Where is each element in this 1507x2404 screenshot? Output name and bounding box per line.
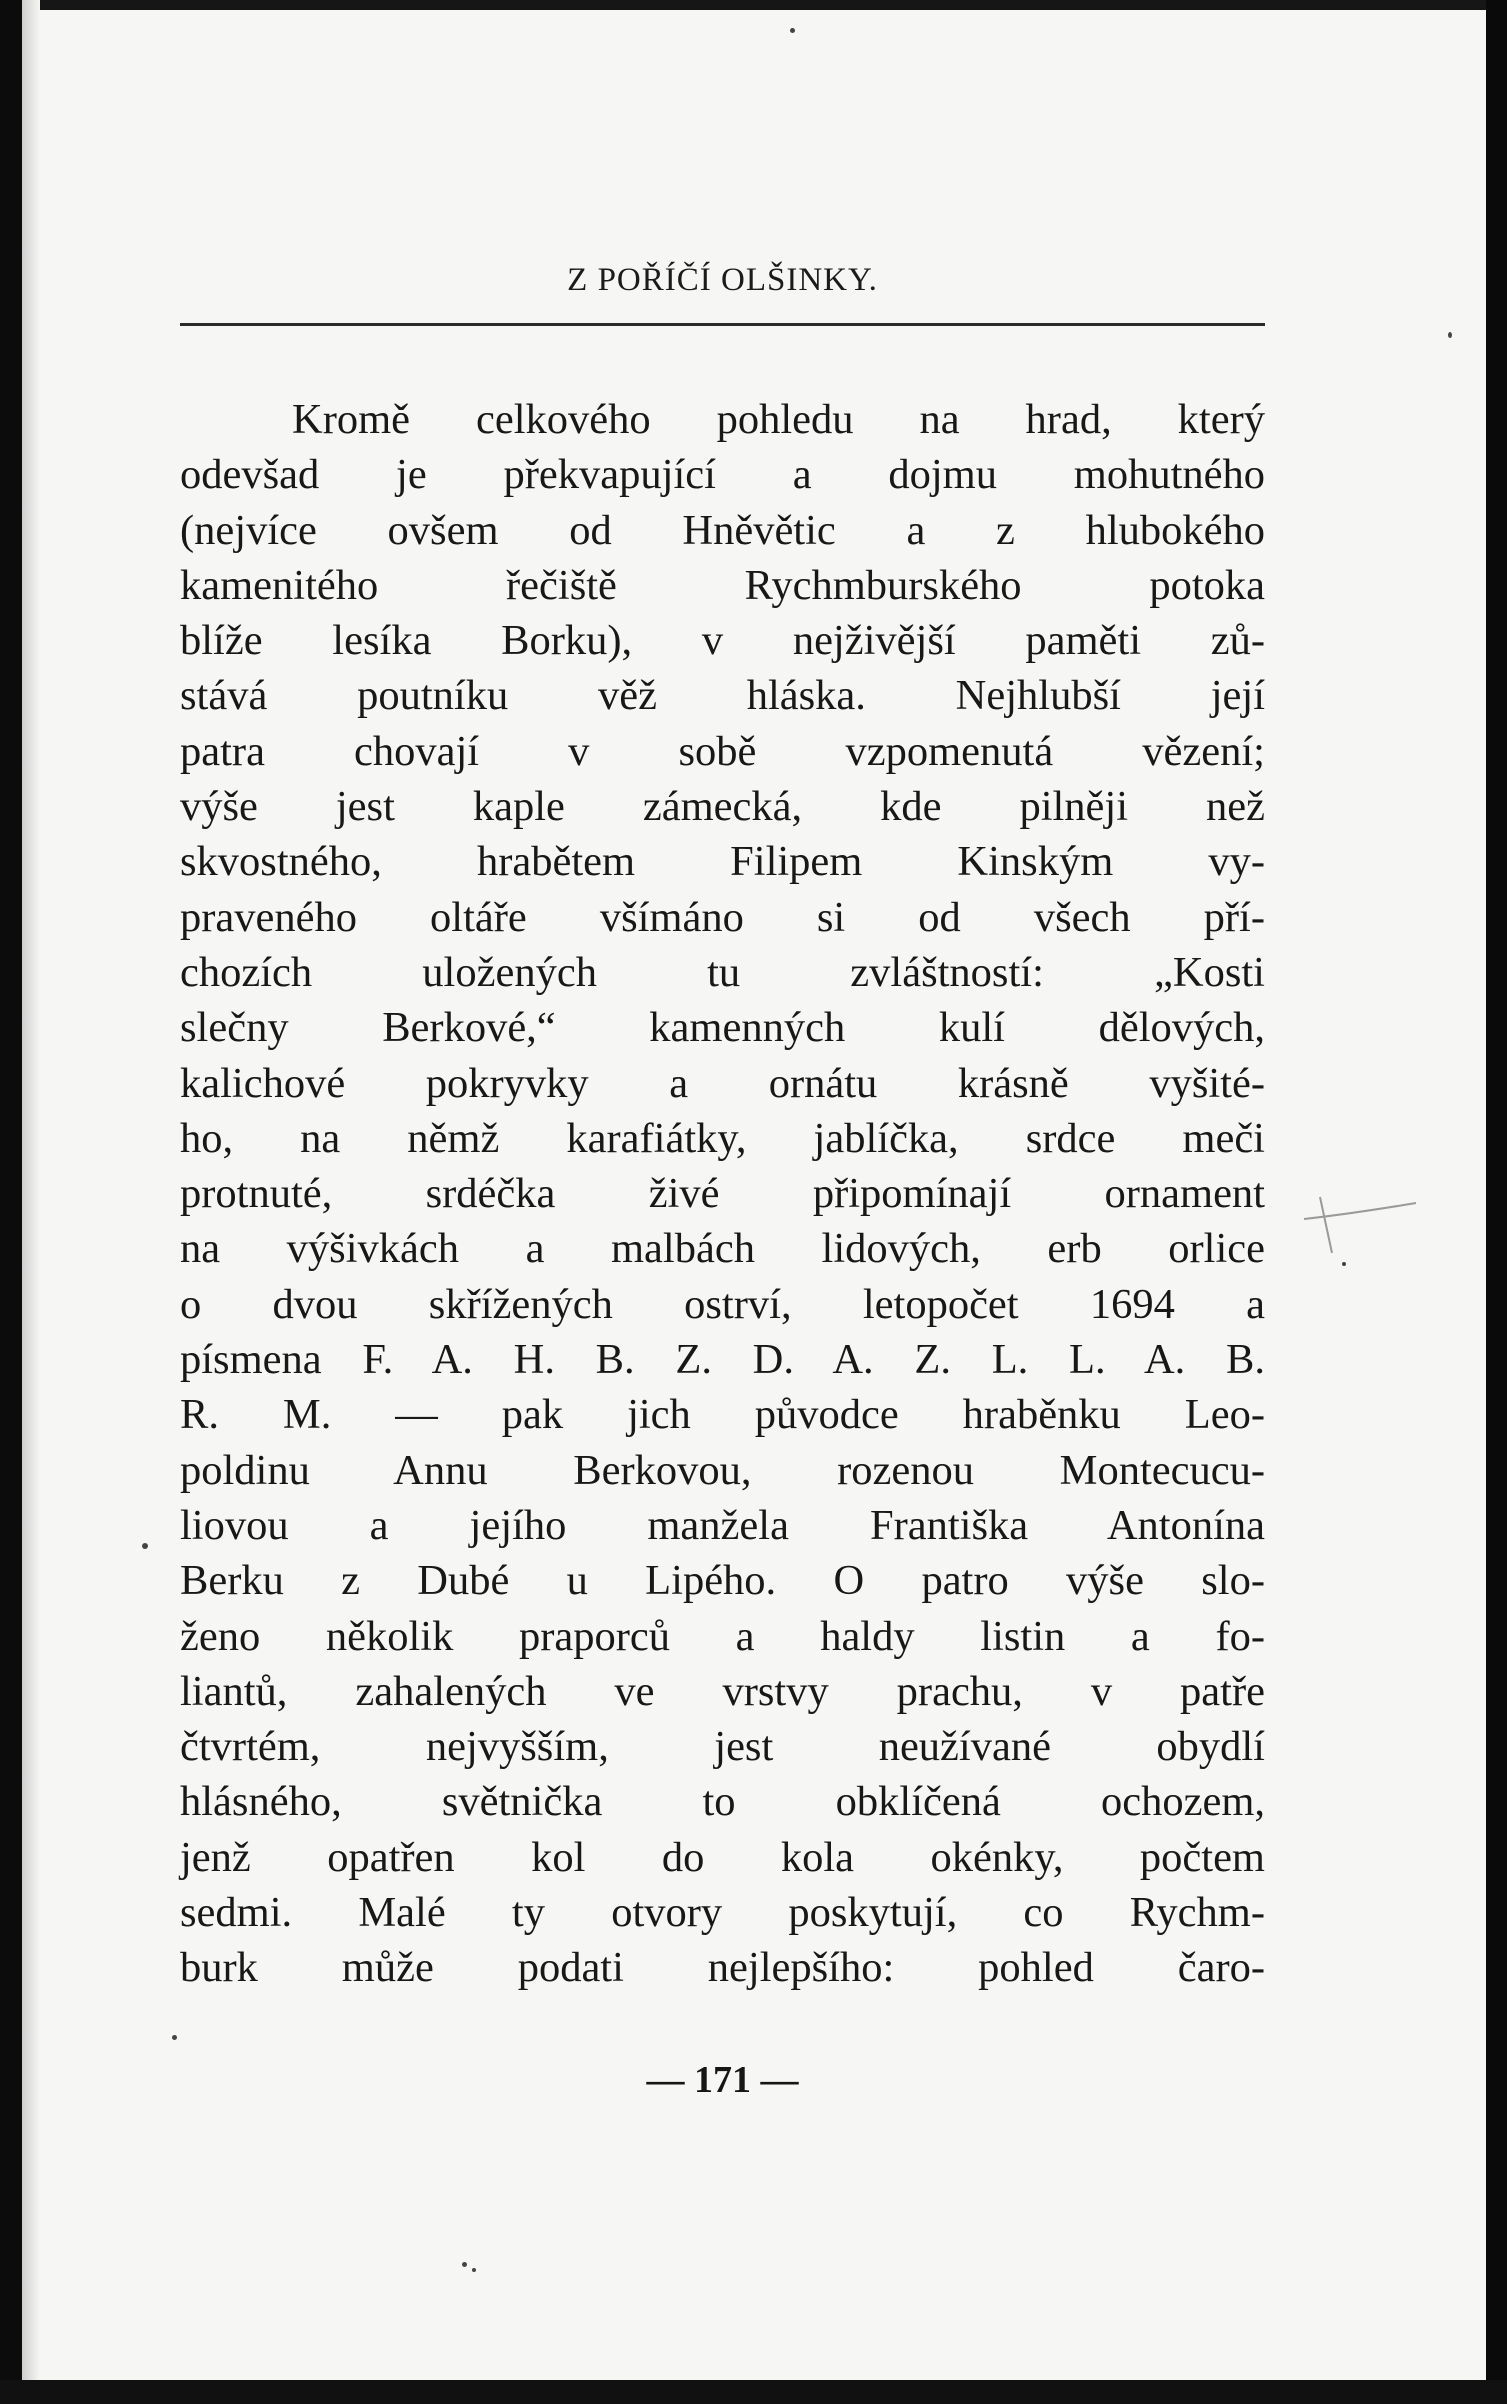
scan-bottom-border (0, 2380, 1507, 2404)
scan-speck (472, 2268, 476, 2272)
scan-speck (172, 2035, 177, 2040)
scan-speck (142, 1543, 148, 1549)
text-line: výše jest kaple zámecká, kde pilněji než (180, 783, 1265, 831)
text-line: Berku z Dubé u Lipého. O patro výše slo- (180, 1557, 1265, 1605)
text-line: patra chovají v sobě vzpomenutá vězení; (180, 727, 1265, 775)
text-line: chozích uložených tu zvláštností: „Kosti (180, 948, 1265, 996)
text-line: jenž opatřen kol do kola okénky, počtem (180, 1833, 1265, 1881)
pencil-cross-mark (1300, 1195, 1420, 1255)
text-line: burk může podati nejlepšího: pohled čaro- (180, 1944, 1265, 1992)
text-line: o dvou skřížených ostrví, letopočet 1694 a (180, 1280, 1265, 1328)
page-number: — 171 — (646, 2059, 799, 2101)
text-line: poldinu Annu Berkovou, rozenou Montecucu- (180, 1446, 1265, 1494)
text-line: kalichové pokryvky a ornátu krásně vyšité- (180, 1059, 1265, 1107)
scan-left-border (0, 0, 22, 2404)
text-line: liovou a jejího manžela Františka Antonína (180, 1501, 1265, 1549)
page-gutter-shadow (22, 0, 40, 2404)
text-line: (nejvíce ovšem od Hněvětic a z hlubokého (180, 506, 1265, 554)
text-line: blíže lesíka Borku), v nejživější paměti zů- (180, 617, 1265, 665)
scan-speck (1448, 332, 1452, 338)
scan-right-border (1486, 0, 1507, 2404)
scan-top-border (0, 0, 1507, 10)
running-header: Z POŘÍČÍ OLŠINKY. (567, 262, 878, 298)
text-line: čtvrtém, nejvyšším, jest neužívané obydlí (180, 1723, 1265, 1771)
text-line: praveného oltáře všímáno si od všech pří- (180, 893, 1265, 941)
text-line: hlásného, světnička to obklíčená ochozem, (180, 1778, 1265, 1826)
text-line: Kromě celkového pohledu na hrad, který (292, 396, 1265, 443)
text-line: R. M. — pak jich původce hraběnku Leo- (180, 1391, 1265, 1439)
scan-speck (790, 28, 795, 33)
scan-speck (462, 2262, 467, 2267)
text-line: písmena F. A. H. B. Z. D. A. Z. L. L. A. B. (180, 1336, 1265, 1384)
text-line: kamenitého řečiště Rychmburského potoka (180, 561, 1265, 609)
text-line: protnuté, srdéčka živé připomínají ornament (180, 1170, 1265, 1218)
text-line: ženo několik praporců a haldy listin a fo- (180, 1612, 1265, 1660)
text-line: liantů, zahalených ve vrstvy prachu, v patře (180, 1667, 1265, 1715)
text-line: skvostného, hrabětem Filipem Kinským vy- (180, 838, 1265, 886)
text-line: sedmi. Malé ty otvory poskytují, co Rychm- (180, 1889, 1265, 1937)
header-rule (180, 323, 1265, 326)
scan-speck (1342, 1262, 1346, 1266)
text-line: slečny Berkové,“ kamenných kulí dělových, (180, 1004, 1265, 1052)
body-paragraph (180, 392, 1265, 1996)
text-line: ho, na němž karafiátky, jablíčka, srdce meči (180, 1114, 1265, 1162)
text-line: odevšad je překvapující a dojmu mohutného (180, 451, 1265, 499)
text-line: na výšivkách a malbách lidových, erb orlice (180, 1225, 1265, 1273)
text-line: stává poutníku věž hláska. Nejhlubší její (180, 672, 1265, 720)
